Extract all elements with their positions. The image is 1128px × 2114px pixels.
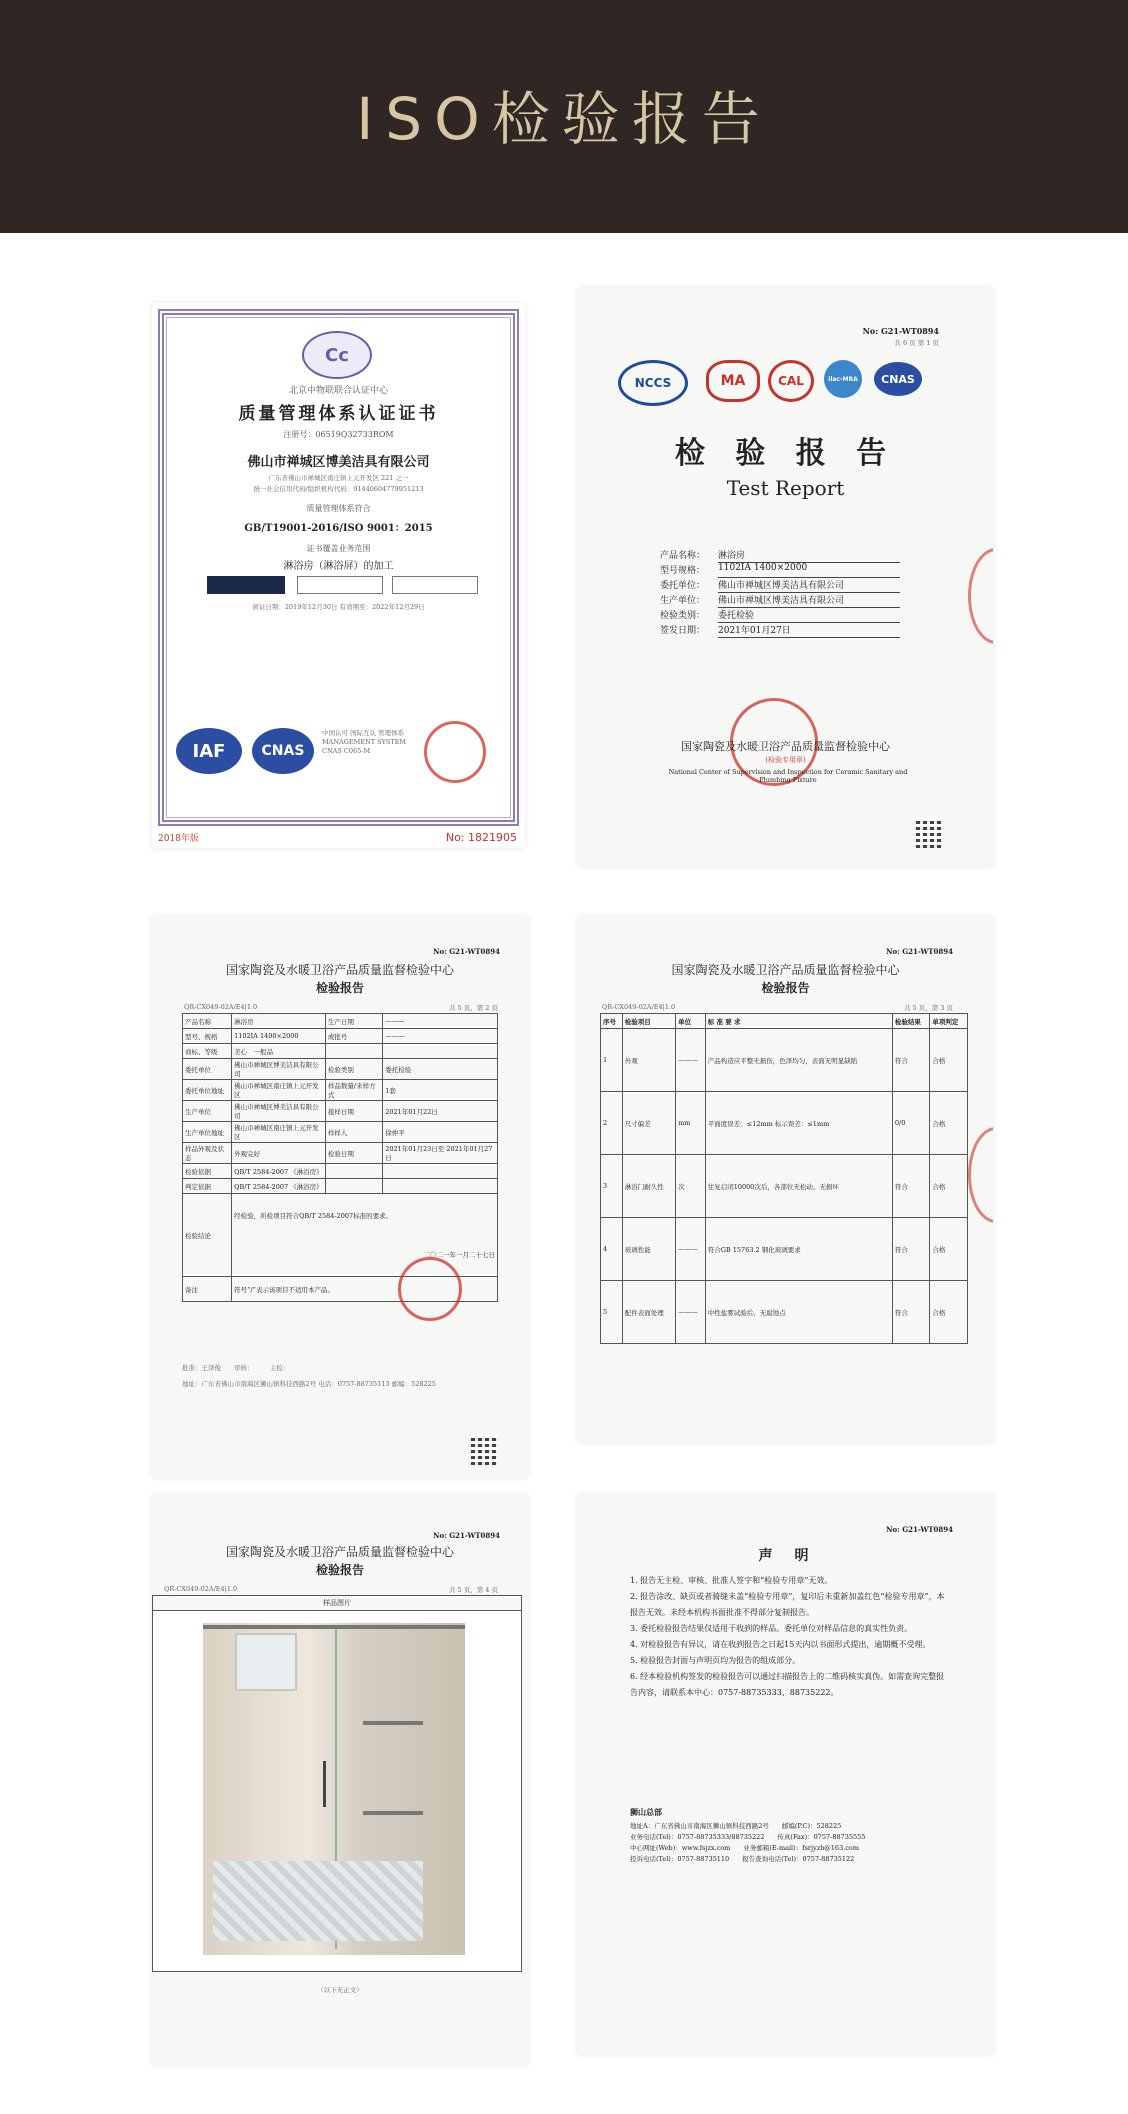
table-cell: 样品数量/来样方式	[325, 1080, 382, 1101]
table-header: 序号	[601, 1014, 623, 1029]
table-cell: 佛山市禅城区博美洁具有限公司	[232, 1059, 326, 1080]
report-page-4	[152, 1495, 528, 2065]
table-cell: 产品名称	[183, 1014, 232, 1029]
table-cell: 淋浴房	[232, 1014, 326, 1029]
page4-page: 共 5 页，第 4 页	[448, 1586, 498, 1594]
report-title: 检 验 报 告	[674, 436, 897, 471]
statement-item: 6. 经本检验机构签发的检验报告可以通过扫描报告上的二维码核实真伪。如需查询完整报告内容，请联系本中心：0757-88735333、88735222。	[630, 1672, 945, 1697]
report-page-3	[578, 917, 993, 1442]
table-row	[183, 1059, 498, 1080]
table-cell: 或批号	[325, 1029, 382, 1044]
table-cell: 产品构造应平整无损伤，色泽均匀，表面无明显缺陷	[705, 1029, 892, 1092]
cert-conform: 质量管理体系符合	[306, 504, 371, 513]
table-cell: ———	[383, 1029, 498, 1044]
table-row	[601, 1281, 968, 1344]
table-cell: 美心 一般品	[232, 1044, 326, 1059]
table-cell: ———	[676, 1218, 706, 1281]
cert-address-1: 广东省佛山市禅城区南庄镇上元开发区 221 之一	[268, 474, 409, 482]
table-cell: 委托单位地址	[183, 1080, 232, 1101]
page-title: ISO检验报告	[356, 85, 772, 153]
table-cell: 符合GB 15763.2 钢化玻璃要求	[705, 1218, 892, 1281]
page2-address: 地址：广东省佛山市南海区狮山镇科技西路2号 电话：0757-88735113 邮编：528225	[182, 1380, 436, 1388]
table-row	[601, 1029, 968, 1092]
table-cell: 平面度误差：≤12mm 标示误差：≤1mm	[705, 1092, 892, 1155]
table-cell: 外观	[622, 1029, 675, 1092]
table-cell: 合格	[930, 1281, 968, 1344]
shower-towel-bar-2	[363, 1811, 423, 1815]
page3-no: No: G21-WT0894	[886, 947, 953, 956]
page2-table: 产品名称 淋浴房 生产日期 ——— 型号、规格 1102IA 1400×2000 或批号 ——— 商标、等级 美心 一般品 委托单位 佛山市禅城区博美洁具有限公司 检验类别 委托检验 委托单位地址 佛山市禅城区南庄镇上元开发区 样品数量/来样方式 1套 生产单位 佛山市禅城区博美洁具有限公司 接样日期 2021年01月22日 生产单位地址 佛山市禅城区南庄镇上元开发区 样样人 徐仲平 样品外观及状态 外观完好 检验日期 2021年01月23日至 2021年01月27日 检验依据 QB/T 2584-2007 《淋浴房》 判定依据 QB/T 2584-2007 《淋浴房》 检验结论 经检验，所检项目符合QB/T 2584-2007标准的要求。 二〇二一年一月二十七日 备注 符号“/”表示该项目不适用本产品。	[182, 1013, 498, 1302]
table-cell: QB/T 2584-2007 《淋浴房》	[232, 1179, 326, 1194]
statement-contact	[630, 1821, 960, 1865]
report-qr-code	[913, 818, 943, 848]
statement-contact-line: 投诉电话(Tel)：0757-88735110 报告查询电话(Tel)：0757-88735122	[630, 1855, 855, 1863]
cert-address-2: 统一社会信用代码/组织机构代码：91440604779951213	[253, 485, 424, 493]
report-pages: 共 6 页 第 1 页	[894, 339, 939, 347]
table-row	[183, 1029, 498, 1044]
table-row	[183, 1164, 498, 1179]
cma-logo: MA	[706, 360, 760, 402]
table-cell: 次	[676, 1155, 706, 1218]
page3-side-stamp	[968, 1127, 993, 1223]
table-cell: 配件表面处理	[622, 1281, 675, 1344]
statement-item: 4. 对检验报告有异议，请在收到报告之日起15天内以书面形式提出，逾期概不受理。	[630, 1640, 931, 1649]
table-cell: 合格	[930, 1029, 968, 1092]
statement-items	[630, 1573, 950, 1701]
table-cell: 佛山市禅城区博美洁具有限公司	[232, 1101, 326, 1122]
cert-scope-label: 证书覆盖业务范围	[306, 544, 371, 553]
page4-form: QR-CX049-02A/E4|1.0	[164, 1585, 238, 1593]
table-row	[601, 1218, 968, 1281]
page4-no: No: G21-WT0894	[433, 1531, 500, 1540]
statement-contact-line: 中心网址(Web)：www.fsjzx.com 业务邮箱(E-mail)：fsrjyzb@163.com	[630, 1844, 859, 1852]
table-cell: 中性盐雾试验后，无腐蚀点	[705, 1281, 892, 1344]
test-report-cover	[578, 288, 993, 866]
report-center-stamp: (检验专用章)	[765, 756, 806, 764]
report-center-en: National Center of Supervision and Inspection for Ceramic Sanitary and Plumbing Fixture	[668, 768, 908, 784]
report-statement	[578, 1495, 993, 2055]
table-cell: 2	[601, 1092, 623, 1155]
statement-item: 2. 报告涂改、缺页或者骑缝未盖“检验专用章”，复印后未重新加盖红色“检验专用章”，本报告无效。未经本机构书面批准不得部分复制报告。	[630, 1592, 945, 1617]
table-cell: 合格	[930, 1092, 968, 1155]
table-cell: ———	[676, 1281, 706, 1344]
cal-logo: CAL	[768, 360, 814, 402]
page4-center: 国家陶瓷及水暖卫浴产品质量监督检验中心	[225, 1545, 454, 1559]
report-field: 产品名称： 淋浴房	[660, 548, 900, 563]
table-cell: ———	[676, 1029, 706, 1092]
table-cell: 佛山市禅城区南庄镇上元开发区	[232, 1122, 326, 1143]
statement-contact-title: 狮山总部	[630, 1807, 662, 1817]
table-cell: 往复启闭10000次后，各部位无松动、无损坏	[705, 1155, 892, 1218]
table-cell	[325, 1044, 382, 1059]
page4-footer: （以下无正文）	[317, 1986, 363, 1994]
shower-towel-bar	[363, 1721, 423, 1725]
cert-scope: 淋浴房（淋浴屏）的加工	[283, 561, 394, 572]
table-cell: 合格	[930, 1218, 968, 1281]
cert-year: 2018年版	[158, 834, 199, 844]
table-cell: 合格	[930, 1155, 968, 1218]
table-cell: 型号、规格	[183, 1029, 232, 1044]
table-cell: mm	[676, 1092, 706, 1155]
nccs-logo: NCCS	[618, 360, 688, 406]
table-cell: ———	[383, 1014, 498, 1029]
cert-accred: 中国认可 国际互认 管理体系 MANAGEMENT SYSTEM CNAS C065-M	[322, 729, 407, 755]
table-cell: 1套	[383, 1080, 498, 1101]
table-cell: 生产日期	[325, 1014, 382, 1029]
page-header	[0, 0, 1128, 233]
page2-center: 国家陶瓷及水暖卫浴产品质量监督检验中心	[225, 963, 454, 977]
table-header: 单项判定	[930, 1014, 968, 1029]
table-cell: 符合	[892, 1281, 930, 1344]
table-cell: 生产单位地址	[183, 1122, 232, 1143]
page2-no: No: G21-WT0894	[433, 947, 500, 956]
table-cell: 淋浴门耐久性	[622, 1155, 675, 1218]
cnas-report-logo: CNAS	[874, 362, 922, 396]
table-header: 标 准 要 求	[705, 1014, 892, 1029]
table-cell: 1102IA 1400×2000	[232, 1029, 326, 1044]
table-row	[183, 1014, 498, 1029]
page3-page: 共 5 页，第 3 页	[903, 1004, 953, 1012]
table-cell: 符合	[892, 1218, 930, 1281]
table-cell: 符合	[892, 1029, 930, 1092]
shower-photo	[152, 1610, 522, 1972]
page2-title: 检验报告	[315, 981, 364, 995]
table-cell: 委托检验	[383, 1059, 498, 1080]
table-cell: 判定依据	[183, 1179, 232, 1194]
page3-table	[600, 1013, 968, 1344]
table-row	[601, 1155, 968, 1218]
report-field: 检验类别： 委托检验	[660, 608, 900, 623]
table-row	[183, 1143, 498, 1164]
page2-page: 共 5 页，第 2 页	[448, 1004, 498, 1012]
table-cell: 1	[601, 1029, 623, 1092]
iaf-logo: IAF	[176, 728, 242, 774]
cnas-logo: CNAS	[252, 728, 314, 774]
cert-standard: GB/T19001-2016/ISO 9001：2015	[244, 523, 433, 534]
report-field: 委托单位： 佛山市禅城区博美洁具有限公司	[660, 578, 900, 593]
table-cell: 样品外观及状态	[183, 1143, 232, 1164]
table-header: 检验结果	[892, 1014, 930, 1029]
report-no: No: G21-WT0894	[862, 326, 939, 336]
cert-reg-no: 注册号：06519Q32733ROM	[283, 430, 394, 439]
report-subtitle: Test Report	[726, 476, 845, 500]
shower-floor	[213, 1861, 423, 1941]
statement-contact-line: 地址A：广东省佛山市南海区狮山镇科技西路2号 邮编(P.C)：528225	[630, 1822, 842, 1830]
report-fields	[660, 548, 900, 638]
certification-logo-icon: Cc	[302, 331, 372, 379]
table-header: 单位	[676, 1014, 706, 1029]
page3-form: QR-CX049-02A/E4|1.0	[602, 1003, 676, 1011]
table-cell: 0/0	[892, 1092, 930, 1155]
certificate-seal	[424, 721, 486, 783]
table-cell: 尺寸偏差	[622, 1092, 675, 1155]
table-row	[601, 1092, 968, 1155]
table-cell: 3	[601, 1155, 623, 1218]
report-field: 生产单位： 佛山市禅城区博美洁具有限公司	[660, 593, 900, 608]
page3-title: 检验报告	[761, 981, 810, 995]
cert-title: 质量管理体系认证证书	[238, 404, 439, 424]
statement-item: 3. 委托检验报告结果仅适用于收到的样品。委托单位对样品信息的真实性负责。	[630, 1624, 913, 1633]
cert-dates: 颁证日期：2019年12月30日 有效期至：2022年12月29日	[252, 603, 425, 611]
cert-box-2	[392, 576, 478, 594]
table-cell: 检验日期	[325, 1143, 382, 1164]
table-row	[183, 1179, 498, 1194]
page4-title: 检验报告	[315, 1563, 364, 1577]
cert-company: 佛山市禅城区博美洁具有限公司	[247, 455, 430, 470]
ilac-logo: ilac-MRA	[824, 360, 862, 398]
report-page-2	[152, 917, 528, 1477]
table-cell: 玻璃性能	[622, 1218, 675, 1281]
page3-center: 国家陶瓷及水暖卫浴产品质量监督检验中心	[671, 963, 900, 977]
page2-form: QR-CX049-02A/E4|1.0	[184, 1003, 258, 1011]
table-cell: 样样人	[325, 1122, 382, 1143]
table-cell: 符合	[892, 1155, 930, 1218]
shower-photo-window	[235, 1633, 297, 1691]
page2-approve: 批准：王泽俊 审核： 主检：	[182, 1364, 290, 1372]
cert-box-1	[297, 576, 383, 594]
table-cell: 生产单位	[183, 1101, 232, 1122]
table-cell: 委托单位	[183, 1059, 232, 1080]
table-row	[183, 1080, 498, 1101]
side-stamp	[968, 548, 993, 644]
table-row	[183, 1044, 498, 1059]
table-cell: QB/T 2584-2007 《淋浴房》	[232, 1164, 326, 1179]
report-field: 型号规格： 1102IA 1400×2000	[660, 563, 900, 578]
table-cell: 接样日期	[325, 1101, 382, 1122]
cert-no: No: 1821905	[445, 831, 517, 844]
table-cell: 5	[601, 1281, 623, 1344]
table-cell	[383, 1044, 498, 1059]
table-cell: 徐仲平	[383, 1122, 498, 1143]
table-cell	[383, 1164, 498, 1179]
statement-item: 5. 检验报告封面与声明页均为报告的组成部分。	[630, 1656, 801, 1665]
page2-qr-code	[468, 1435, 498, 1465]
table-cell: 佛山市禅城区南庄镇上元开发区	[232, 1080, 326, 1101]
page4-photo-label: 样品图片	[152, 1595, 522, 1611]
iso-certificate	[152, 303, 525, 848]
table-cell	[383, 1179, 498, 1194]
table-cell: 2021年01月22日	[383, 1101, 498, 1122]
shower-handle	[323, 1761, 326, 1807]
shower-rail	[203, 1625, 465, 1629]
table-cell: 外观完好	[232, 1143, 326, 1164]
table-cell: 2021年01月23日至 2021年01月27日	[383, 1143, 498, 1164]
table-cell: 商标、等级	[183, 1044, 232, 1059]
table-cell: 检验类别	[325, 1059, 382, 1080]
table-row	[183, 1122, 498, 1143]
table-cell: 检验依据	[183, 1164, 232, 1179]
statement-title: 声 明	[758, 1548, 813, 1564]
table-cell: 4	[601, 1218, 623, 1281]
table-header: 检验项目	[622, 1014, 675, 1029]
statement-contact-line: 业务电话(Tel)：0757-88735333/88735222 传真(Fax)：0757-88735555	[630, 1833, 866, 1841]
statement-item: 1. 报告无主检、审核、批准人签字和“检验专用章”无效。	[630, 1576, 833, 1585]
cert-barcode	[207, 576, 285, 594]
table-cell	[325, 1164, 382, 1179]
table-cell	[325, 1179, 382, 1194]
page2-seal	[398, 1257, 462, 1321]
statement-no: No: G21-WT0894	[886, 1525, 953, 1534]
cert-org: 北京中物联联合认证中心	[288, 386, 388, 396]
table-row	[183, 1101, 498, 1122]
report-center-cn: 国家陶瓷及水暖卫浴产品质量监督检验中心	[681, 740, 890, 753]
report-field: 签发日期： 2021年01月27日	[660, 623, 900, 638]
